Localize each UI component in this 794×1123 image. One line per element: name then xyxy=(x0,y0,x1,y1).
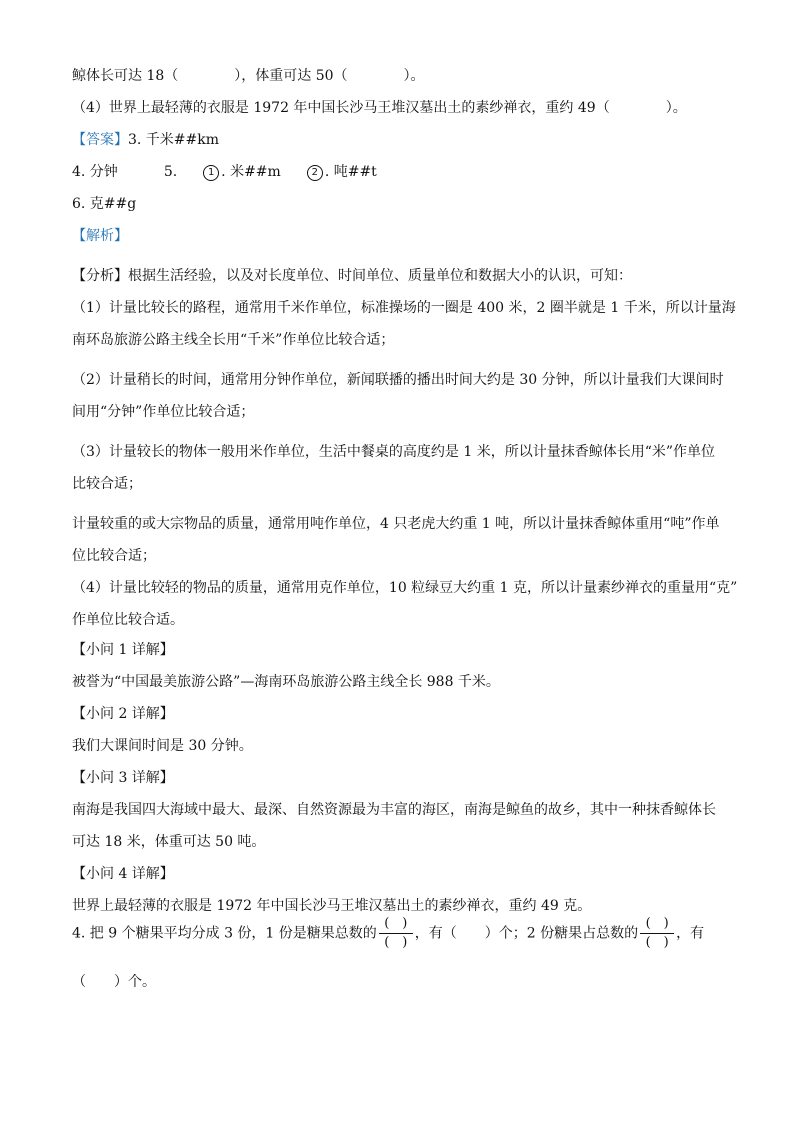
answer-5-1: . 米##m xyxy=(221,164,281,180)
analysis-paragraph: 计量较重的或大宗物品的质量，通常用吨作单位，4 只老虎大约重 1 吨，所以计量抹香鲸体重用“吨”作单 xyxy=(72,516,720,532)
question-4-text: ，有（ ）个；2 份糖果占总数的 xyxy=(414,925,639,942)
question-text-line: 鲸体长可达 18（ ），体重可达 50（ ）。 xyxy=(72,68,425,84)
answer-line xyxy=(72,130,219,150)
question-4-text: ，有 xyxy=(676,925,705,942)
sub-question-tag: 【小问 4 详解】 xyxy=(72,866,174,882)
question-4-line: （ ）个。 xyxy=(72,974,156,990)
fraction-denominator-blank: ( ) xyxy=(384,935,408,950)
sub-question-detail: 南海是我国四大海域中最大、最深、自然资源最为丰富的海区，南海是鲸鱼的故乡，其中一种抹香鲸体长 xyxy=(72,802,716,818)
analysis-paragraph: （1）计量比较长的路程，通常用千米作单位，标准操场的一圈是 400 米，2 圈半就是 1 千米，所以计量海 xyxy=(72,300,736,316)
analysis-paragraph: （2）计量稍长的时间，通常用分钟作单位，新闻联播的播出时间大约是 30 分钟，所以计量我们大课间时 xyxy=(72,372,724,388)
sub-question-tag: 【小问 1 详解】 xyxy=(72,642,174,658)
question-4-line xyxy=(72,916,704,951)
sub-question-detail: 可达 18 米，体重可达 50 吨。 xyxy=(72,834,266,850)
fraction-blank xyxy=(379,916,413,951)
fraction-numerator-blank: ( ) xyxy=(384,916,408,931)
circled-number-2: 2 xyxy=(307,165,323,181)
analysis-paragraph: 比较合适； xyxy=(72,476,142,492)
answer-tag: 【答案】 xyxy=(72,132,128,148)
circled-number-1: 1 xyxy=(203,165,219,181)
analysis-paragraph: 位比较合适； xyxy=(72,548,156,564)
analysis-paragraph: 作单位比较合适。 xyxy=(72,612,184,628)
answer-4: 4. 分钟 xyxy=(72,164,118,180)
answer-3: 3. 千米##km xyxy=(128,132,220,148)
sub-question-detail: 被誉为“中国最美旅游公路”—海南环岛旅游公路主线全长 988 千米。 xyxy=(72,674,500,690)
sub-question-detail: 世界上最轻薄的衣服是 1972 年中国长沙马王堆汉墓出土的素纱禅衣，重约 49 克。 xyxy=(72,898,592,914)
question-text-line: （4）世界上最轻薄的衣服是 1972 年中国长沙马王堆汉墓出土的素纱禅衣，重约 49（ ）。 xyxy=(72,100,687,116)
fraction-denominator-blank: ( ) xyxy=(645,935,669,950)
question-4-text: 4. 把 9 个糖果平均分成 3 份，1 份是糖果总数的 xyxy=(72,925,377,942)
answer-6: 6. 克##g xyxy=(72,196,137,212)
analysis-paragraph: 南环岛旅游公路主线全长用“千米”作单位比较合适； xyxy=(72,332,395,348)
analysis-paragraph: （3）计量较长的物体一般用米作单位，生活中餐桌的高度约是 1 米，所以计量抹香鲸体长用“米”作单位 xyxy=(72,444,716,460)
answer-line xyxy=(72,162,377,182)
sub-question-tag: 【小问 3 详解】 xyxy=(72,770,174,786)
fraction-numerator-blank: ( ) xyxy=(645,916,669,931)
fraction-blank xyxy=(640,916,674,951)
sub-question-tag: 【小问 2 详解】 xyxy=(72,706,174,722)
analysis-paragraph: 间用“分钟”作单位比较合适； xyxy=(72,404,255,420)
answer-5-2: . 吨##t xyxy=(324,164,377,180)
sub-question-detail: 我们大课间时间是 30 分钟。 xyxy=(72,738,253,754)
answer-5: 5. xyxy=(163,164,178,180)
analysis-intro: 【分析】根据生活经验，以及对长度单位、时间单位、质量单位和数据大小的认识，可知： xyxy=(72,268,632,284)
analysis-tag: 【解析】 xyxy=(72,228,128,244)
analysis-paragraph: （4）计量比较轻的物品的质量，通常用克作单位，10 粒绿豆大约重 1 克，所以计量素纱禅衣的重量用“克” xyxy=(72,580,738,596)
